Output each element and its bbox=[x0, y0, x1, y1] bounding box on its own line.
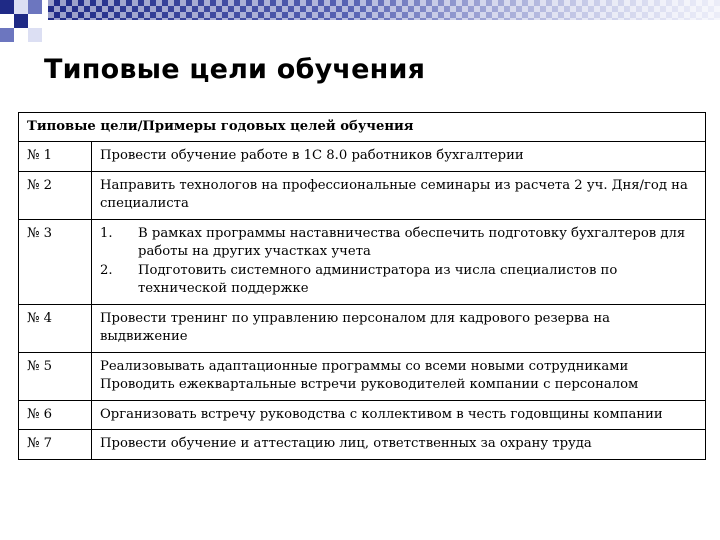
list-item-number: 1. bbox=[100, 225, 113, 241]
row-text: Организовать встречу руководства с коллективом в честь годовщины компании bbox=[92, 400, 706, 429]
list-item bbox=[100, 225, 697, 262]
table-row bbox=[19, 142, 706, 171]
decorative-header-squares bbox=[0, 0, 720, 44]
row-text: Провести обучение работе в 1С 8.0 работников бухгалтерии bbox=[92, 142, 706, 171]
page-title: Типовые цели обучения bbox=[44, 54, 426, 85]
row-number: № 2 bbox=[19, 171, 92, 219]
training-goals-table bbox=[18, 112, 706, 460]
row-number: № 1 bbox=[19, 142, 92, 171]
table-header: Типовые цели/Примеры годовых целей обучения bbox=[19, 113, 706, 142]
row-number: № 3 bbox=[19, 219, 92, 304]
list-item bbox=[100, 262, 697, 299]
row-number: № 7 bbox=[19, 430, 92, 459]
row-line: Реализовывать адаптационные программы со всеми новыми сотрудниками bbox=[100, 358, 629, 374]
table-row bbox=[19, 400, 706, 429]
table-row bbox=[19, 171, 706, 219]
list-item-text: В рамках программы наставничества обеспечить подготовку бухгалтеров для работы на других участках учета bbox=[138, 225, 686, 260]
row-text: Направить технологов на профессиональные семинары из расчета 2 уч. Дня/год на специалиста bbox=[92, 171, 706, 219]
table-row bbox=[19, 352, 706, 400]
row-number: № 4 bbox=[19, 304, 92, 352]
table-row bbox=[19, 430, 706, 459]
row-text: Провести обучение и аттестацию лиц, ответственных за охрану труда bbox=[92, 430, 706, 459]
row-text: Провести тренинг по управлению персоналом для кадрового резерва на выдвижение bbox=[92, 304, 706, 352]
list-item-text: Подготовить системного администратора из числа специалистов по технической поддержке bbox=[138, 262, 618, 297]
row-number: № 6 bbox=[19, 400, 92, 429]
row-number: № 5 bbox=[19, 352, 92, 400]
table-row bbox=[19, 219, 706, 304]
table-header-row bbox=[19, 113, 706, 142]
row-list bbox=[92, 219, 706, 304]
row-lines bbox=[92, 352, 706, 400]
row-line: Проводить ежеквартальные встречи руководителей компании с персоналом bbox=[100, 377, 639, 393]
table-row bbox=[19, 304, 706, 352]
list-item-number: 2. bbox=[100, 262, 113, 278]
